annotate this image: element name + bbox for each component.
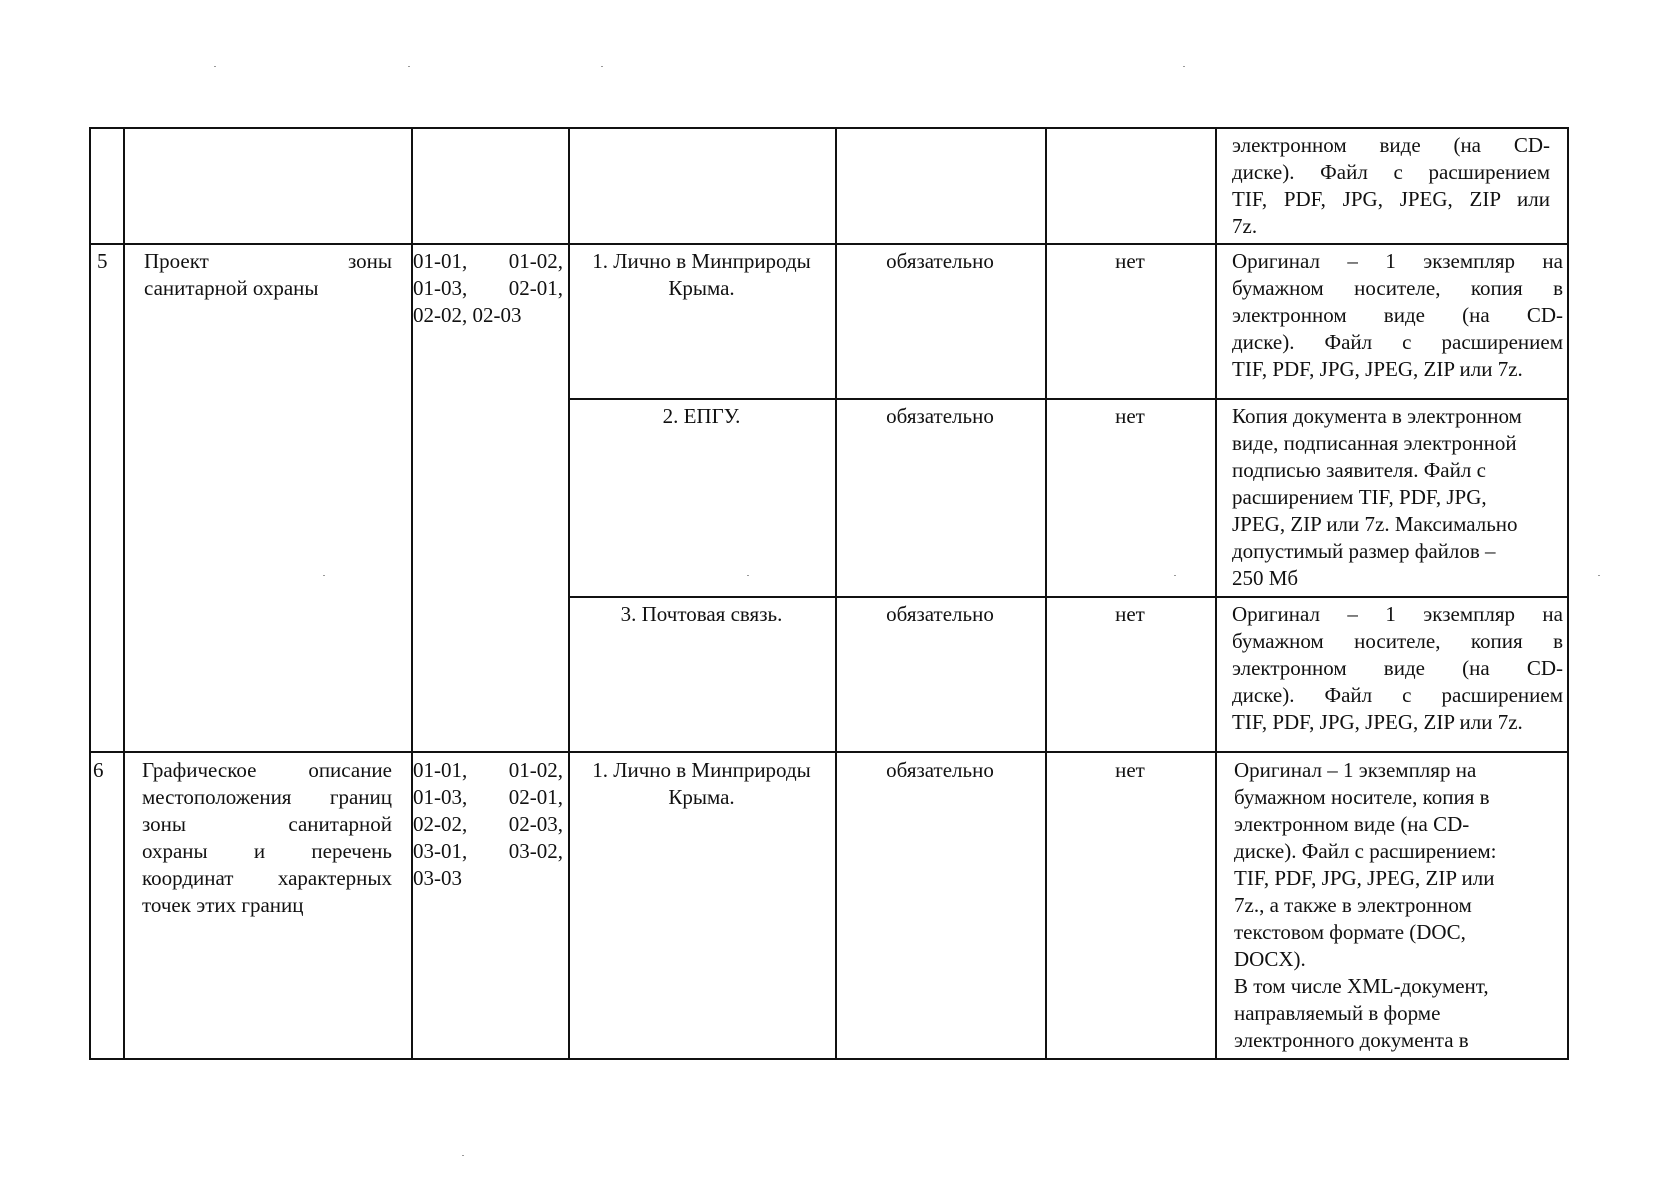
codes-line: 03-01, 03-02, bbox=[413, 839, 563, 863]
required-status: обязательно bbox=[886, 758, 994, 782]
cell-description-line: В том числе XML-документ, bbox=[1234, 974, 1489, 998]
table-border-left bbox=[89, 127, 91, 1060]
cell-description-line: электронном виде (на CD- bbox=[1232, 303, 1563, 327]
cell-description-line: TIF, PDF, JPG, JPEG, ZIP или 7z. bbox=[1232, 710, 1523, 734]
submission-method-line: 3. Почтовая связь. bbox=[620, 602, 783, 626]
submission-method-line: 1. Лично в Минприроды bbox=[592, 758, 811, 782]
cell-description-line: Копия документа в электронном bbox=[1232, 404, 1522, 428]
cell-description-line: электронном виде (на CD- bbox=[1232, 656, 1563, 680]
cell-description-line: виде, подписанная электронной bbox=[1232, 431, 1517, 455]
submission-method-line: 1. Лично в Минприроды bbox=[592, 249, 811, 273]
cell-description-line: диске). Файл с расширением bbox=[1232, 683, 1563, 707]
scan-speck bbox=[323, 575, 325, 576]
table-border-bottom bbox=[89, 1058, 1569, 1060]
codes-line: 02-02, 02-03, bbox=[413, 812, 563, 836]
row-separator bbox=[89, 751, 1569, 753]
fee-status: нет bbox=[1115, 249, 1145, 273]
scan-speck bbox=[408, 66, 410, 67]
cell-description-line: бумажном носителе, копия в bbox=[1232, 629, 1563, 653]
fee-status: нет bbox=[1115, 758, 1145, 782]
codes-line: 01-03, 02-01, bbox=[413, 785, 563, 809]
codes-line: 01-03, 02-01, bbox=[413, 276, 563, 300]
cell-description-line: 250 Мб bbox=[1232, 566, 1299, 590]
codes-line: 02-02, 02-03 bbox=[413, 303, 522, 327]
table-border-top bbox=[89, 127, 1569, 129]
cell-description-line: JPEG, ZIP или 7z. Максимально bbox=[1232, 512, 1518, 536]
document-name-line: местоположения границ bbox=[142, 785, 392, 809]
codes-line: 03-03 bbox=[413, 866, 462, 890]
cell-description-line: Оригинал – 1 экземпляр на bbox=[1234, 758, 1477, 782]
row-separator bbox=[89, 243, 1569, 245]
cell-description-line: расширением TIF, PDF, JPG, bbox=[1232, 485, 1487, 509]
cell-description-line: электронного документа в bbox=[1234, 1028, 1469, 1052]
cell-description-line: Оригинал – 1 экземпляр на bbox=[1232, 249, 1563, 273]
codes-line: 01-01, 01-02, bbox=[413, 249, 563, 273]
fee-status: нет bbox=[1115, 602, 1145, 626]
submission-method-line: 2. ЕПГУ. bbox=[662, 404, 741, 428]
document-name-line: точек этих границ bbox=[142, 893, 304, 917]
cell-description-line: электронном виде (на CD- bbox=[1234, 812, 1470, 836]
cell-description-line: DOCX). bbox=[1234, 947, 1306, 971]
cell-description-line: направляемый в форме bbox=[1234, 1001, 1441, 1025]
cell-description-line: диске). Файл с расширением bbox=[1232, 330, 1563, 354]
column-separator bbox=[1215, 127, 1217, 1060]
cell-description-line: TIF, PDF, JPG, JPEG, ZIP или 7z. bbox=[1232, 357, 1523, 381]
cell-description-line: 7z., а также в электронном bbox=[1234, 893, 1472, 917]
cell-description-line: TIF, PDF, JPG, JPEG, ZIP или bbox=[1232, 187, 1550, 211]
document-name-line: координат характерных bbox=[142, 866, 392, 890]
required-status: обязательно bbox=[886, 404, 994, 428]
cell-description-line: диске). Файл с расширением: bbox=[1234, 839, 1497, 863]
scan-speck bbox=[747, 575, 749, 576]
table-border-right bbox=[1567, 127, 1569, 1060]
cell-description-line: Оригинал – 1 экземпляр на bbox=[1232, 602, 1563, 626]
row-separator bbox=[568, 398, 1569, 400]
cell-description-line: 7z. bbox=[1232, 214, 1258, 238]
document-name-line: зоны санитарной bbox=[142, 812, 392, 836]
row-number: 5 bbox=[97, 249, 108, 273]
cell-description-line: электронном виде (на CD- bbox=[1232, 133, 1550, 157]
document-name-line: охраны и перечень bbox=[142, 839, 392, 863]
row-number: 6 bbox=[93, 758, 104, 782]
cell-description-line: бумажном носителе, копия в bbox=[1234, 785, 1490, 809]
cell-description-line: бумажном носителе, копия в bbox=[1232, 276, 1563, 300]
scan-speck bbox=[601, 66, 603, 67]
submission-method-line: Крыма. bbox=[668, 276, 735, 300]
scan-speck bbox=[1183, 66, 1185, 67]
cell-description-line: подписью заявителя. Файл с bbox=[1232, 458, 1486, 482]
document-name-line: Графическое описание bbox=[142, 758, 392, 782]
required-status: обязательно bbox=[886, 249, 994, 273]
required-status: обязательно bbox=[886, 602, 994, 626]
scan-speck bbox=[1174, 575, 1176, 576]
codes-line: 01-01, 01-02, bbox=[413, 758, 563, 782]
document-name-line: санитарной охраны bbox=[144, 276, 319, 300]
cell-description-line: допустимый размер файлов – bbox=[1232, 539, 1496, 563]
cell-description-line: текстовом формате (DOC, bbox=[1234, 920, 1466, 944]
scan-speck bbox=[462, 1155, 464, 1156]
cell-description-line: диске). Файл с расширением bbox=[1232, 160, 1550, 184]
submission-method-line: Крыма. bbox=[668, 785, 735, 809]
row-separator bbox=[568, 596, 1569, 598]
document-name-line: Проект зоны bbox=[144, 249, 392, 273]
fee-status: нет bbox=[1115, 404, 1145, 428]
scan-speck bbox=[1598, 575, 1600, 576]
scan-speck bbox=[214, 66, 216, 67]
cell-description-line: TIF, PDF, JPG, JPEG, ZIP или bbox=[1234, 866, 1495, 890]
column-separator bbox=[123, 127, 125, 1060]
